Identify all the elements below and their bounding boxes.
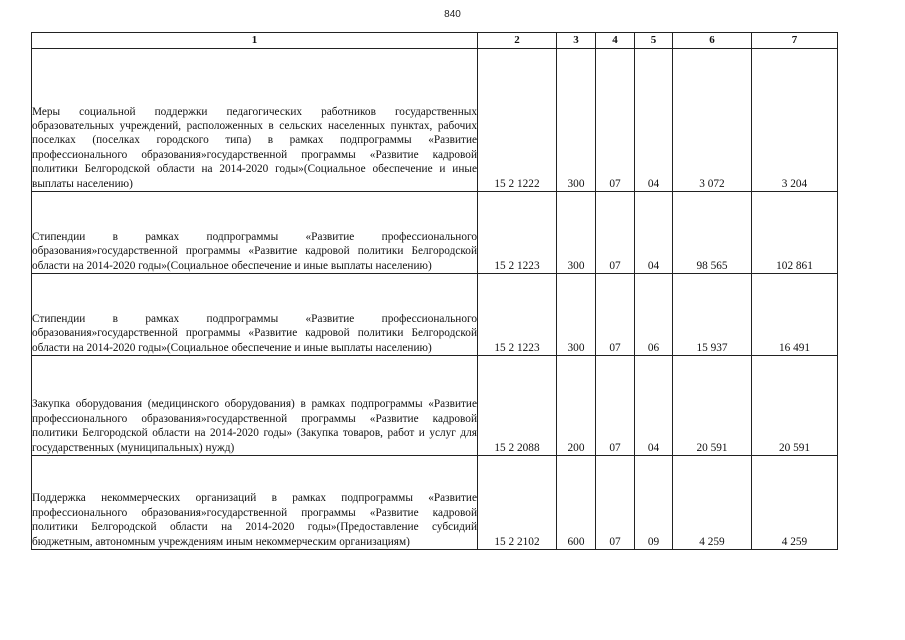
amount-1-cell: 4 259	[673, 456, 752, 550]
header-row	[32, 33, 838, 49]
amount-1-cell: 20 591	[673, 356, 752, 456]
column-header: 2	[478, 33, 557, 49]
page-number: 840	[444, 9, 461, 20]
subsection-cell: 04	[635, 192, 673, 274]
row-description: Закупка оборудования (медицинского оборудования) в рамках подпрограммы «Развитие профессионального образования»государственной программы «Развитие кадровой политики Белгородской области на 2014-2020 годы» (Закупка товаров, работ и услуг для государственных (муниципальных) нужд)	[32, 356, 478, 456]
subsection-cell: 06	[635, 274, 673, 356]
section-cell: 07	[596, 456, 635, 550]
table-row	[32, 456, 838, 550]
budget-table	[31, 32, 838, 550]
target-code-cell: 15 2 2088	[478, 356, 557, 456]
row-description: Стипендии в рамках подпрограммы «Развитие профессионального образования»государственной программы «Развитие кадровой политики Белгородской области на 2014-2020 годы»(Социальное обеспечение и иные выплаты населению)	[32, 274, 478, 356]
column-header: 6	[673, 33, 752, 49]
target-code-cell: 15 2 1223	[478, 274, 557, 356]
table-row	[32, 49, 838, 192]
column-header: 1	[32, 33, 478, 49]
subsection-cell: 09	[635, 456, 673, 550]
section-cell: 07	[596, 192, 635, 274]
subsection-cell: 04	[635, 356, 673, 456]
expense-type-cell: 300	[557, 274, 596, 356]
column-header: 3	[557, 33, 596, 49]
amount-1-cell: 98 565	[673, 192, 752, 274]
column-header: 7	[752, 33, 838, 49]
amount-2-cell: 4 259	[752, 456, 838, 550]
amount-1-cell: 15 937	[673, 274, 752, 356]
section-cell: 07	[596, 274, 635, 356]
amount-2-cell: 16 491	[752, 274, 838, 356]
target-code-cell: 15 2 1222	[478, 49, 557, 192]
section-cell: 07	[596, 356, 635, 456]
amount-1-cell: 3 072	[673, 49, 752, 192]
amount-2-cell: 3 204	[752, 49, 838, 192]
table-row	[32, 274, 838, 356]
row-description: Стипендии в рамках подпрограммы «Развитие профессионального образования»государственной программы «Развитие кадровой политики Белгородской области на 2014-2020 годы»(Социальное обеспечение и иные выплаты населению)	[32, 192, 478, 274]
subsection-cell: 04	[635, 49, 673, 192]
amount-2-cell: 20 591	[752, 356, 838, 456]
target-code-cell: 15 2 2102	[478, 456, 557, 550]
row-description: Меры социальной поддержки педагогических работников государственных образовательных учреждений, расположенных в сельских населенных пунктах, рабочих поселках (поселках городского типа) в рамках подпрограммы «Развитие профессионального образования»государственной программы «Развитие кадровой политики Белгородской области на 2014-2020 годы»(Социальное обеспечение и иные выплаты населению)	[32, 49, 478, 192]
expense-type-cell: 300	[557, 192, 596, 274]
table-row	[32, 192, 838, 274]
amount-2-cell: 102 861	[752, 192, 838, 274]
target-code-cell: 15 2 1223	[478, 192, 557, 274]
expense-type-cell: 300	[557, 49, 596, 192]
expense-type-cell: 600	[557, 456, 596, 550]
expense-type-cell: 200	[557, 356, 596, 456]
section-cell: 07	[596, 49, 635, 192]
column-header: 5	[635, 33, 673, 49]
row-description: Поддержка некоммерческих организаций в рамках подпрограммы «Развитие профессионального образования»государственной программы «Развитие кадровой политики Белгородской области на 2014-2020 годы»(Предоставление субсидий бюджетным, автономным учреждениям иным некоммерческим организациям)	[32, 456, 478, 550]
table-row	[32, 356, 838, 456]
column-header: 4	[596, 33, 635, 49]
